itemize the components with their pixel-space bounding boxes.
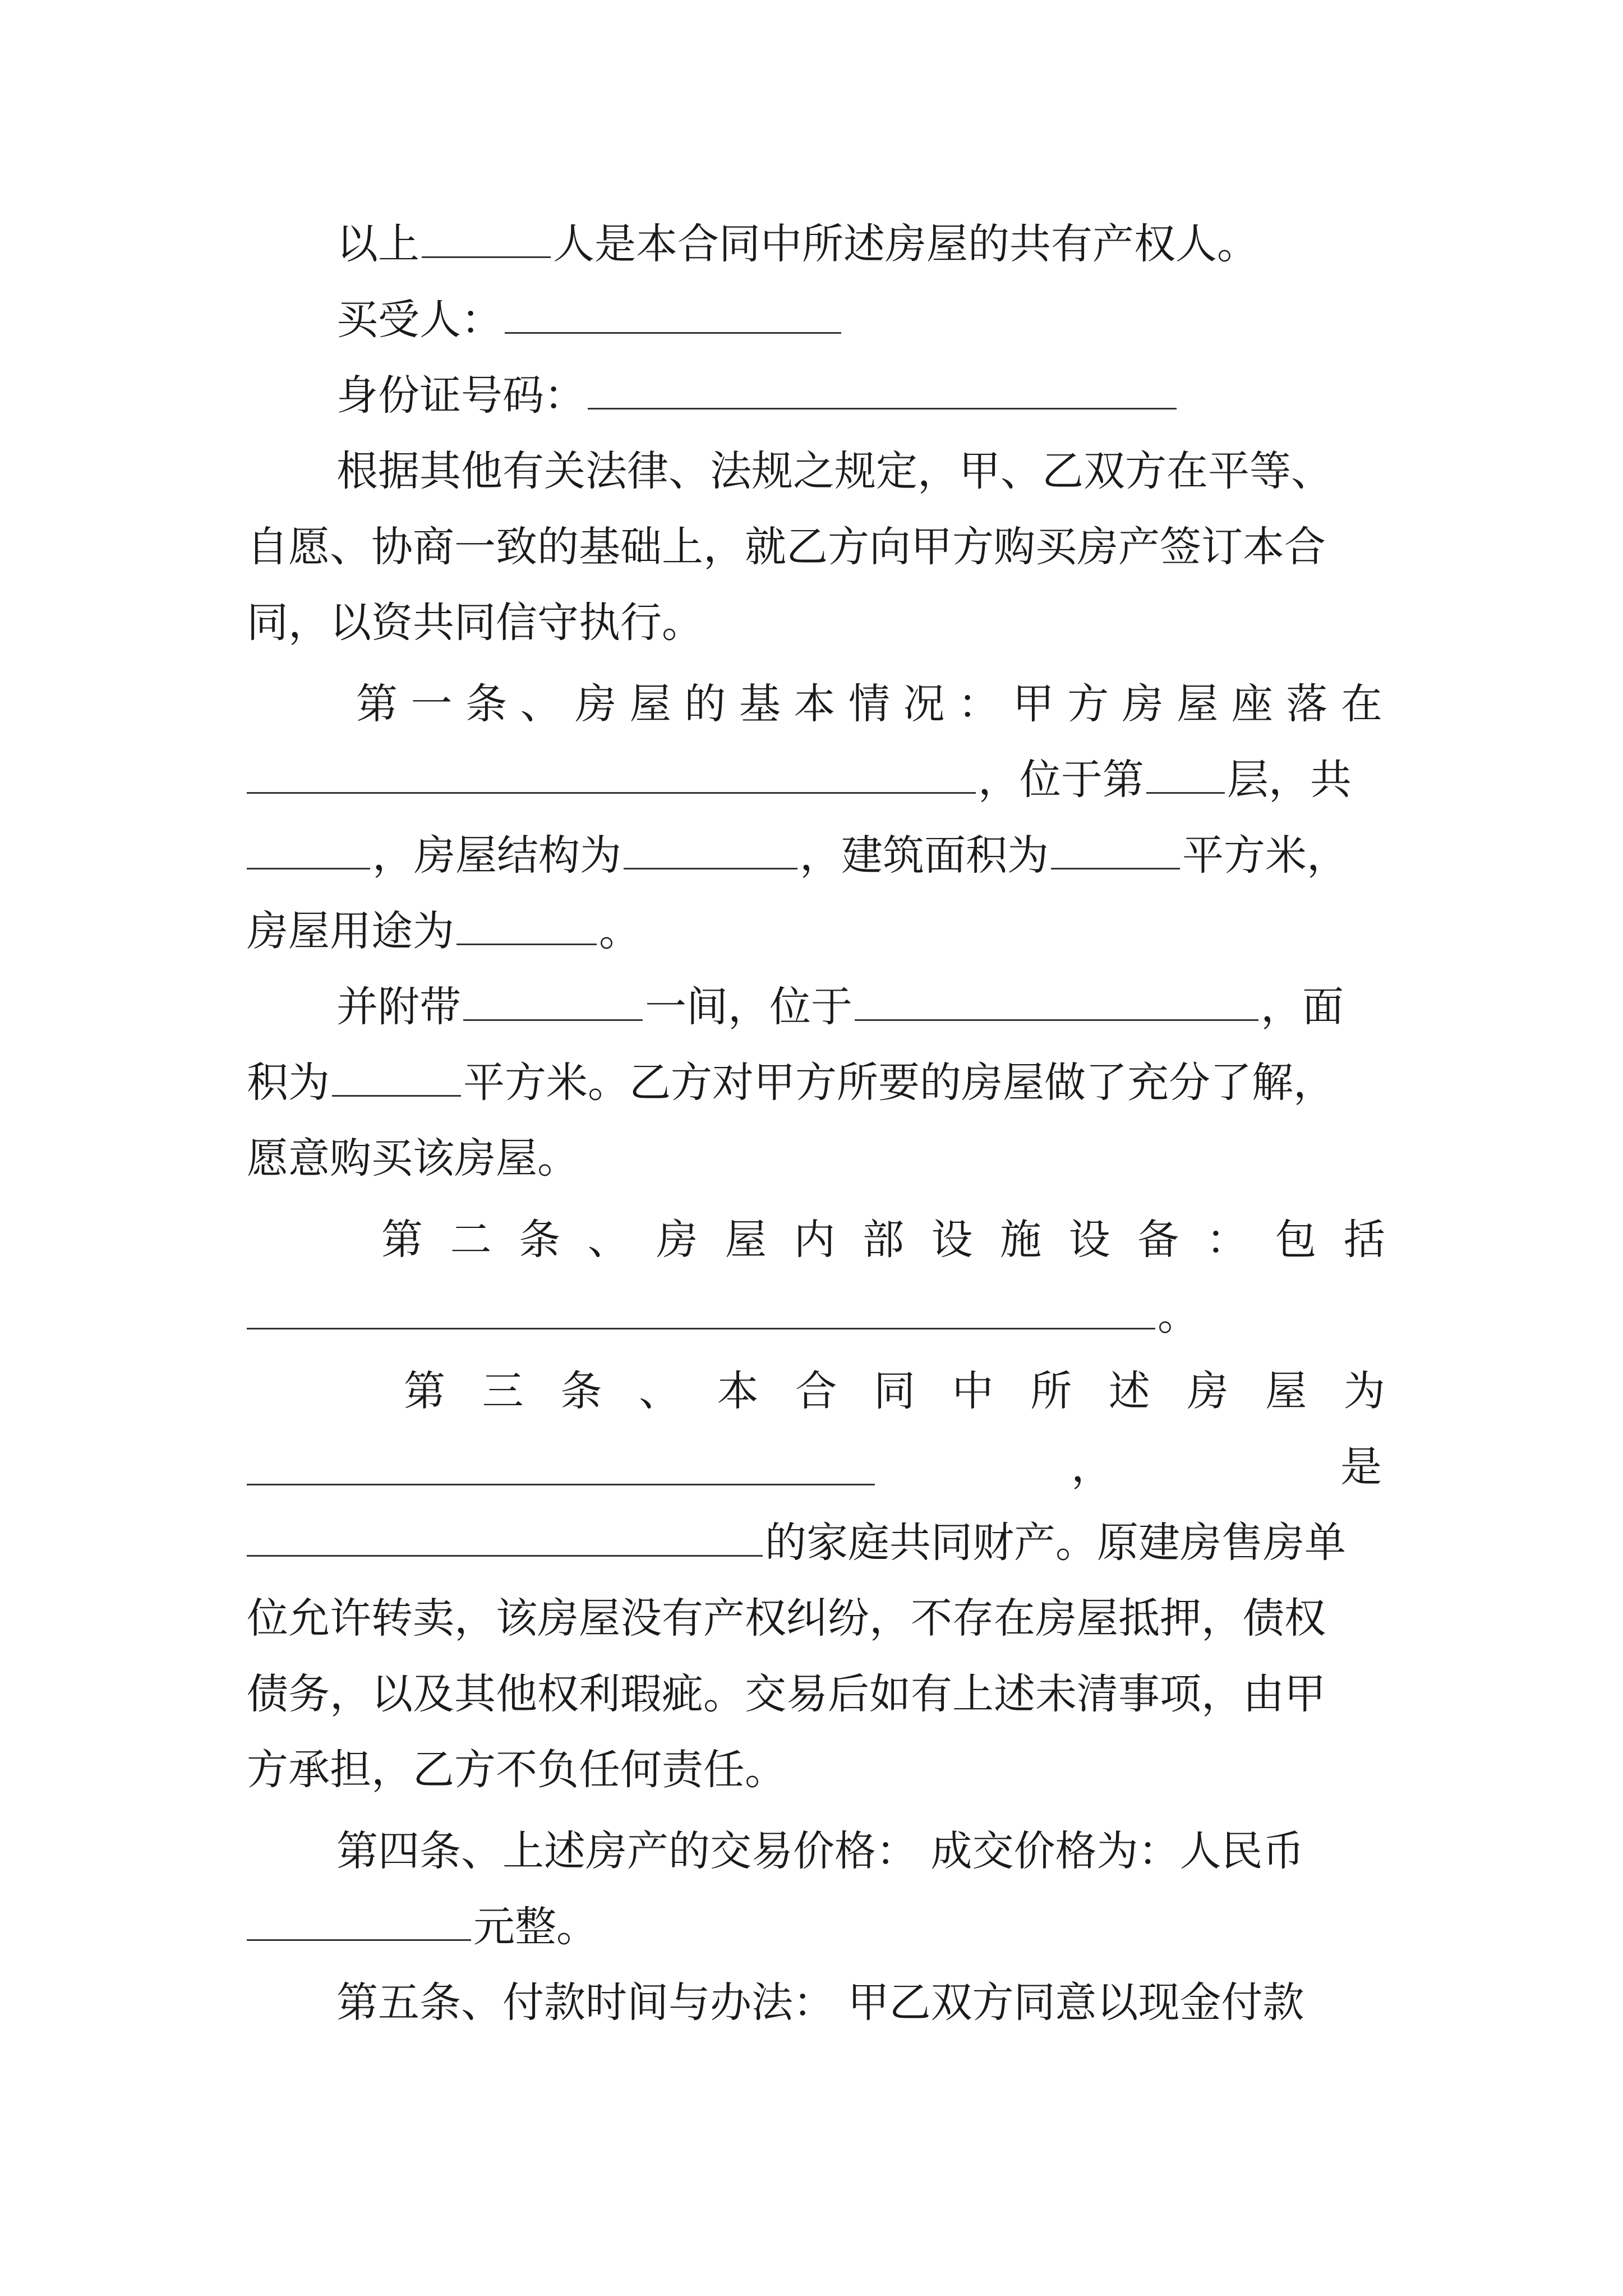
article-1-heading-char: 的	[684, 680, 726, 728]
article-2-heading-char: 备	[1137, 1216, 1179, 1264]
id-number-blank	[588, 361, 1177, 409]
article-2-facilities-line	[247, 1276, 1391, 1355]
article-1-heading-char: 条	[465, 680, 508, 728]
area-blank	[1051, 821, 1180, 869]
article-2-heading-char: 设	[1068, 1216, 1110, 1264]
article-3-line-b: 债务，以及其他权利瑕疵。交易后如有上述未清事项，由甲	[247, 1670, 1326, 1718]
article-3-heading-char: 同	[873, 1367, 915, 1415]
article-3-heading	[404, 1352, 1385, 1430]
article-3-is: 是	[1340, 1443, 1382, 1491]
article-2-heading-char: 内	[794, 1216, 836, 1264]
id-number-label: 身份证号码：	[336, 371, 585, 420]
property-blank	[247, 1437, 875, 1485]
article-3-comma: ，	[1071, 1443, 1113, 1491]
usage-end: 。	[599, 907, 640, 955]
area-label: ，建筑面积为	[800, 831, 1049, 880]
article-4-price-line	[247, 1888, 1391, 1966]
area-unit: 平方米，	[1182, 831, 1348, 880]
structure-label: ，房屋结构为	[372, 831, 621, 880]
total-floors-blank	[247, 821, 370, 869]
article-3-heading-char: 中	[952, 1367, 994, 1415]
article-3-heading-char: 第	[404, 1367, 445, 1415]
article-2-heading-char: 条	[519, 1216, 561, 1264]
article-2-end: 。	[1158, 1291, 1199, 1340]
article-5-line-1: 第五条、付款时间与办法： 甲乙双方同意以现金付款	[336, 1978, 1304, 2027]
id-number-line	[336, 356, 1481, 435]
article-1-heading-char: 第	[356, 680, 398, 728]
article-2-heading-char: 设	[931, 1216, 973, 1264]
article-1-location-line	[247, 740, 1391, 819]
preamble-line-1: 根据其他有关法律、法规之规定，甲、乙双方在平等、	[336, 447, 1332, 495]
price-unit: 元整。	[473, 1903, 598, 1951]
article-1-usage-line	[247, 892, 1391, 970]
preamble-line-3: 同，以资共同信守执行。	[247, 599, 703, 647]
buyer-line	[336, 280, 1481, 359]
article-2-heading	[381, 1200, 1385, 1279]
article-1-heading-char: 座	[1231, 680, 1273, 728]
co-owner-prefix: 以上	[336, 220, 419, 268]
article-3-owner-line	[247, 1428, 1391, 1506]
attached-line	[336, 968, 1481, 1046]
article-1-structure-line	[247, 816, 1391, 895]
attached-prefix: 并附带	[336, 983, 461, 1031]
article-4-line-1: 第四条、上述房产的交易价格： 成交价格为：人民币	[336, 1827, 1304, 1875]
article-3-heading-char: 述	[1108, 1367, 1150, 1415]
article-3-line-a: 位允许转卖，该房屋没有产权纠纷，不存在房屋抵押，债权	[247, 1594, 1326, 1642]
article-1-heading-char: 、	[520, 680, 562, 728]
floor-unit: 层，共	[1227, 756, 1352, 804]
article-3-family-line	[247, 1503, 1391, 1582]
attached-area-line	[247, 1043, 1391, 1122]
buyer-label: 买受人：	[336, 296, 502, 344]
article-3-heading-char: 为	[1343, 1367, 1385, 1415]
article-1-heading-char: 情	[848, 680, 890, 728]
article-2-heading-char: 、	[587, 1216, 629, 1264]
family-property-text: 的家庭共同财产。原建房售房单	[765, 1519, 1346, 1567]
area2-prefix: 积为	[247, 1059, 330, 1107]
article-1-heading-char: 屋	[629, 680, 671, 728]
article-1-heading-char: 屋	[1177, 680, 1219, 728]
article-2-heading-char: 施	[1000, 1216, 1042, 1264]
co-owner-line	[336, 205, 1481, 283]
article-3-heading-char: 、	[638, 1367, 680, 1415]
article-3-heading-char: 房	[1187, 1367, 1229, 1415]
located-floor-label: ，位于第	[978, 756, 1144, 804]
article-1-heading-char: 房	[1122, 680, 1164, 728]
co-owner-count-blank	[422, 209, 551, 258]
article-2-heading-char: 屋	[725, 1216, 767, 1264]
article-3-heading-char: 本	[717, 1367, 759, 1415]
area2-suffix: 平方米。乙方对甲方所要的房屋做了充分了解，	[463, 1059, 1335, 1107]
usage-label: 房屋用途为	[247, 907, 454, 955]
attached-location-blank	[855, 972, 1258, 1021]
article-3-line-c: 方承担，乙方不负任何责任。	[247, 1746, 786, 1794]
article-1-heading-char: 在	[1340, 680, 1382, 728]
article-2-heading-char: 包	[1275, 1216, 1317, 1264]
article-1-heading-char: 一	[411, 680, 453, 728]
article-1-heading-char: 基	[739, 680, 781, 728]
location-blank	[247, 745, 976, 794]
article-3-heading-char: 三	[482, 1367, 524, 1415]
article-1-heading-char: 落	[1286, 680, 1328, 728]
article-3-heading-char: 屋	[1265, 1367, 1307, 1415]
attached-end: ，面	[1261, 983, 1344, 1031]
price-blank	[247, 1892, 471, 1941]
owner-family-blank	[247, 1508, 763, 1557]
article-3-heading-char: 合	[795, 1367, 837, 1415]
article-3-heading-char: 条	[560, 1367, 602, 1415]
buyer-name-blank	[505, 285, 841, 334]
article-1-heading-char: 甲	[1012, 680, 1054, 728]
article-2-heading-char: 部	[862, 1216, 904, 1264]
article-1-heading-char: 况	[903, 680, 945, 728]
attached-item-blank	[463, 972, 643, 1021]
article-1-heading-char: 本	[794, 680, 836, 728]
attached-area-blank	[332, 1048, 461, 1097]
article-1-heading	[356, 665, 1382, 743]
article-2-heading-char: 房	[656, 1216, 698, 1264]
preamble-line-2: 自愿、协商一致的基础上，就乙方向甲方购买房产签订本合	[247, 523, 1326, 571]
article-1-heading-char: 房	[575, 680, 617, 728]
article-1-heading-char: ：	[958, 680, 1000, 728]
article-1-heading-char: 方	[1067, 680, 1109, 728]
article-2-heading-char: 二	[450, 1216, 492, 1264]
article-2-heading-char: 括	[1343, 1216, 1385, 1264]
article-3-heading-char: 所	[1030, 1367, 1072, 1415]
willing-line: 愿意购买该房屋。	[247, 1134, 579, 1182]
attached-mid: 一间，位于	[645, 983, 852, 1031]
facilities-blank	[247, 1281, 1155, 1329]
usage-blank	[457, 896, 597, 945]
floor-blank	[1146, 745, 1225, 794]
co-owner-suffix: 人是本合同中所述房屋的共有产权人。	[553, 220, 1258, 268]
structure-blank	[624, 821, 797, 869]
article-2-heading-char: ：	[1206, 1216, 1248, 1264]
article-2-heading-char: 第	[381, 1216, 423, 1264]
